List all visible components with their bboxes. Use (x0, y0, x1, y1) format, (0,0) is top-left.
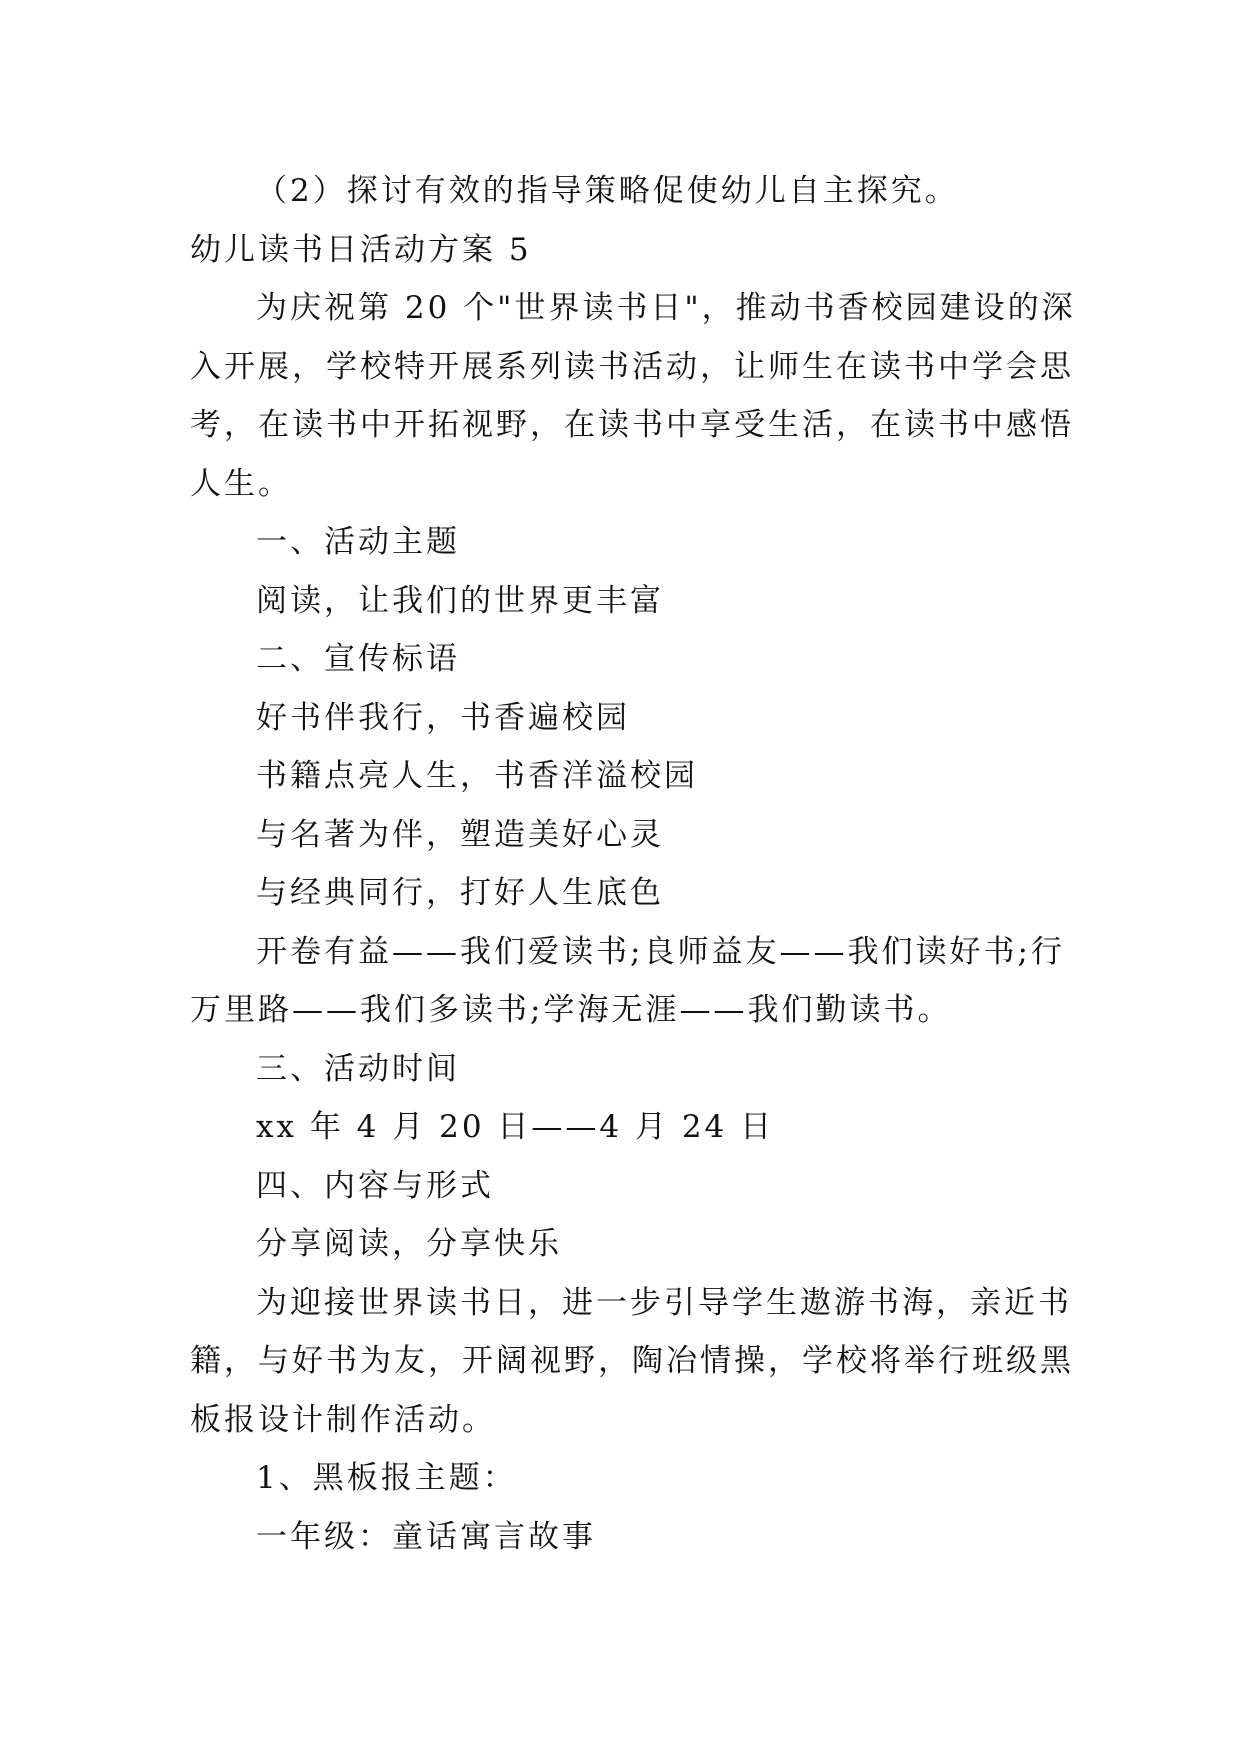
text-line: 籍，与好书为友，开阔视野，陶冶情操，学校将举行班级黑 (190, 1343, 1074, 1379)
text-line: 人生。 (190, 465, 292, 502)
text-line: 开卷有益——我们爱读书;良师益友——我们读好书;行 (256, 933, 1065, 970)
text-line: 为迎接世界读书日，进一步引导学生遨游书海，亲近书 (256, 1284, 1072, 1321)
text-line: 阅读，让我们的世界更丰富 (256, 582, 664, 619)
text-line: 分享阅读，分享快乐 (256, 1226, 562, 1262)
date-range: xx 年 4 月 20 日——4 月 24 日 (256, 1109, 775, 1145)
text-line: （2）探讨有效的指导策略促使幼儿自主探究。 (256, 173, 959, 209)
text-line: 万里路——我们多读书;学海无涯——我们勤读书。 (190, 992, 952, 1028)
slogan-line: 书籍点亮人生，书香洋溢校园 (256, 758, 698, 794)
subheading: 一、活动主题 (256, 524, 460, 560)
slogan-line: 与名著为伴，塑造美好心灵 (256, 816, 664, 853)
text-line: 1、黑板报主题： (256, 1460, 517, 1496)
subheading: 三、活动时间 (256, 1050, 460, 1087)
text-line: 为庆祝第 20 个"世界读书日"，推动书香校园建设的深 (256, 290, 1076, 326)
subheading: 四、内容与形式 (256, 1167, 494, 1204)
document-body (190, 162, 1076, 1566)
slogan-line: 与经典同行，打好人生底色 (256, 875, 664, 911)
slogan-line: 好书伴我行，书香遍校园 (256, 699, 630, 736)
text-line: 考，在读书中开拓视野，在读书中享受生活，在读书中感悟 (190, 407, 1074, 443)
section-heading: 幼儿读书日活动方案 5 (190, 231, 532, 268)
text-line: 一年级：童话寓言故事 (256, 1518, 596, 1555)
text-line: 入开展，学校特开展系列读书活动，让师生在读书中学会思 (190, 348, 1074, 385)
subheading: 二、宣传标语 (256, 641, 460, 677)
text-line: 板报设计制作活动。 (190, 1401, 496, 1438)
